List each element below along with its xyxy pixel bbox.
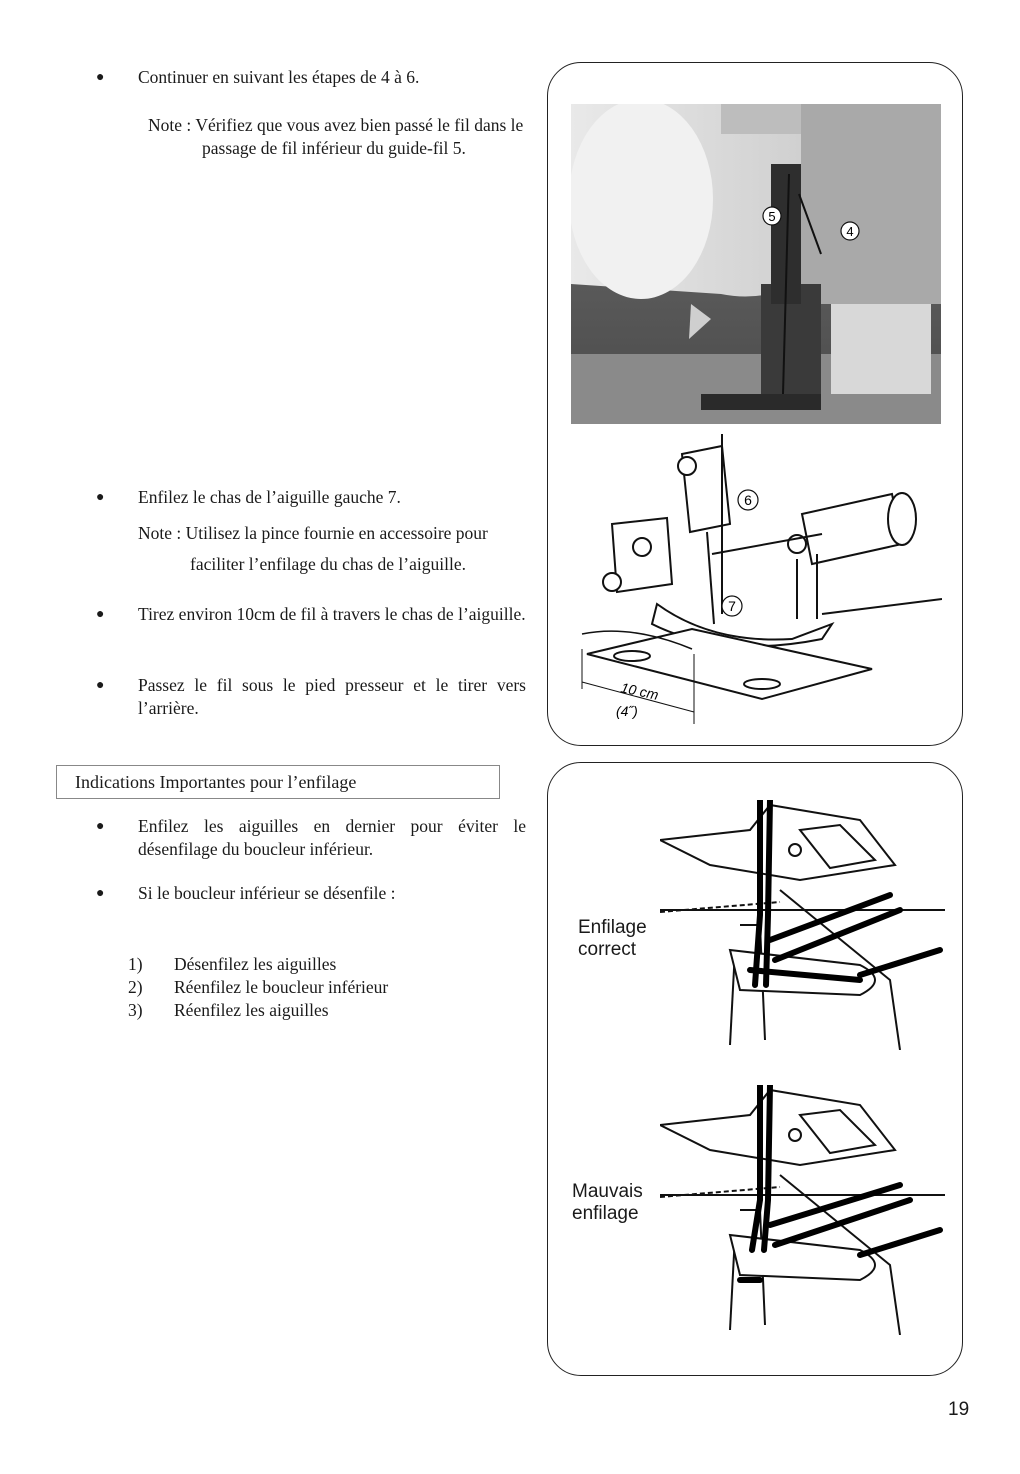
note-thread-guide: Note : Vérifiez que vous avez bien passé le fil dans le passage de fil inférieur du guide-fil 5. (148, 115, 524, 158)
label-5: 5 (768, 209, 776, 224)
bullet-dot: ● (96, 886, 105, 901)
step-item: 1) Désenfilez les aiguilles (128, 954, 337, 974)
looper-wrong-diagram (660, 1085, 945, 1335)
instruction-continue: Continuer en suivant les étapes de 4 à 6. (138, 67, 420, 87)
bullet-dot: ● (96, 678, 105, 693)
rethread-steps (128, 953, 388, 1022)
looper-correct-diagram (660, 800, 945, 1050)
instruction-thread-needle: Enfilez le chas de l’aiguille gauche 7. (138, 487, 401, 507)
measure-inch: (4˝) (616, 703, 638, 719)
bullet-dot: ● (96, 819, 105, 834)
machine-photo (571, 104, 941, 424)
note-tweezers-line2: faciliter l’enfilage du chas de l’aiguille. (190, 554, 466, 574)
caption-correct: Enfilage correct (578, 917, 647, 960)
label-4: 4 (846, 224, 854, 239)
step-item: 2) Réenfilez le boucleur inférieur (128, 977, 389, 997)
needle-diagram (572, 434, 942, 734)
instruction-if-unthreaded: Si le boucleur inférieur se désenfile : (138, 883, 396, 903)
label-6: 6 (744, 492, 752, 508)
instruction-under-foot: Passez le fil sous le pied presseur et le tirer vers l’arrière. (138, 675, 526, 718)
step-item: 3) Réenfilez les aiguilles (128, 1000, 329, 1020)
important-header: Indications Importantes pour l’enfilage (75, 772, 357, 792)
note-tweezers-line1: Note : Utilisez la pince fournie en accessoire pour (138, 523, 488, 543)
caption-wrong: Mauvais enfilage (572, 1181, 643, 1224)
instruction-needles-last: Enfilez les aiguilles en dernier pour éviter le désenfilage du boucleur inférieur. (138, 816, 526, 859)
important-header-box (56, 765, 500, 799)
page-number: 19 (948, 1399, 970, 1420)
bullet-dot: ● (96, 70, 105, 85)
label-7: 7 (728, 598, 736, 614)
instruction-pull-thread: Tirez environ 10cm de fil à travers le chas de l’aiguille. (138, 604, 526, 624)
bullet-dot: ● (96, 607, 105, 622)
bullet-dot: ● (96, 490, 105, 505)
measure-cm: 10 cm (619, 679, 660, 703)
